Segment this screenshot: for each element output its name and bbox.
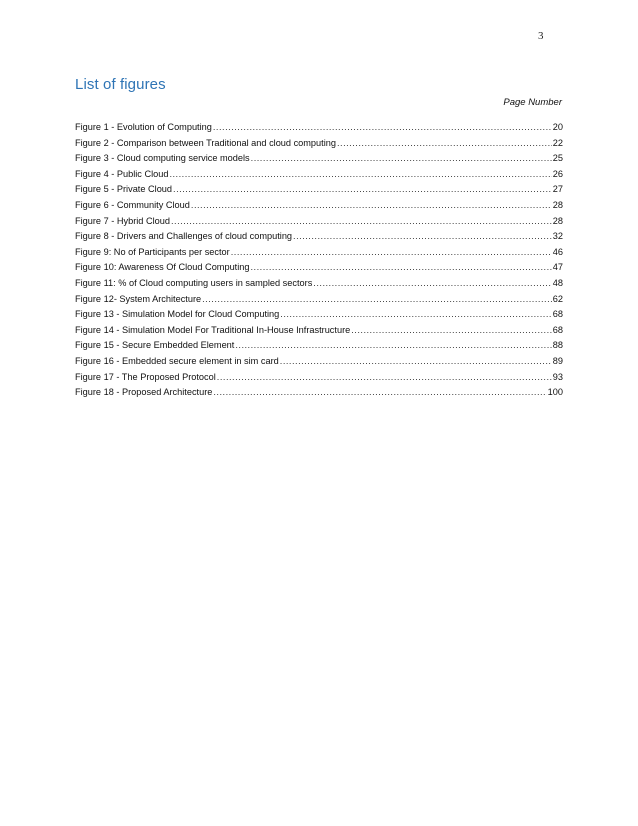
figure-entry[interactable] — [75, 169, 563, 185]
dot-leader — [217, 372, 552, 382]
figure-entry[interactable] — [75, 356, 563, 372]
dot-leader — [213, 122, 552, 132]
figure-entry-page: 88 — [552, 340, 563, 351]
figure-entry-label: Figure 3 - Cloud computing service models — [75, 153, 250, 164]
figure-entry-label: Figure 6 - Community Cloud — [75, 199, 190, 210]
figure-entry-label: Figure 7 - Hybrid Cloud — [75, 215, 170, 226]
dot-leader — [251, 153, 552, 163]
figure-entry-label: Figure 2 - Comparison between Traditional and cloud computing — [75, 137, 336, 148]
figure-entry-page: 28 — [552, 215, 563, 226]
figure-entry-label: Figure 10: Awareness Of Cloud Computing — [75, 262, 250, 273]
figure-entry-page: 25 — [552, 153, 563, 164]
figure-entry-page: 93 — [552, 371, 563, 382]
dot-leader — [213, 387, 546, 397]
figure-entry-page: 27 — [552, 184, 563, 195]
figure-entry-label: Figure 4 - Public Cloud — [75, 168, 169, 179]
figure-entry[interactable] — [75, 309, 563, 325]
figure-entry-label: Figure 18 - Proposed Architecture — [75, 387, 213, 398]
dot-leader — [337, 138, 552, 148]
figure-entry[interactable] — [75, 200, 563, 216]
dot-leader — [169, 169, 551, 179]
figure-entry-page: 68 — [552, 324, 563, 335]
figure-entry-page: 28 — [552, 199, 563, 210]
list-of-figures — [75, 122, 563, 403]
dot-leader — [171, 216, 552, 226]
figure-entry-page: 32 — [552, 231, 563, 242]
dot-leader — [280, 356, 552, 366]
figure-entry-label: Figure 5 - Private Cloud — [75, 184, 173, 195]
figure-entry[interactable] — [75, 216, 563, 232]
figure-entry[interactable] — [75, 387, 563, 403]
figure-entry-page: 100 — [547, 387, 563, 398]
figure-entry-label: Figure 8 - Drivers and Challenges of cloud computing — [75, 231, 293, 242]
figure-entry-label: Figure 15 - Secure Embedded Element — [75, 340, 235, 351]
figure-entry-label: Figure 16 - Embedded secure element in sim card — [75, 355, 279, 366]
figure-entry-label: Figure 12- System Architecture — [75, 293, 202, 304]
figure-entry[interactable] — [75, 138, 563, 154]
dot-leader — [293, 231, 552, 241]
dot-leader — [235, 340, 551, 350]
figure-entry-page: 48 — [552, 277, 563, 288]
figure-entry-label: Figure 13 - Simulation Model for Cloud Computing — [75, 309, 280, 320]
page-number-column-header: Page Number — [503, 97, 562, 108]
dot-leader — [313, 278, 551, 288]
dot-leader — [191, 200, 552, 210]
figure-entry-label: Figure 1 - Evolution of Computing — [75, 122, 212, 132]
figure-entry[interactable] — [75, 294, 563, 310]
figure-entry-label: Figure 14 - Simulation Model For Traditional In-House Infrastructure — [75, 324, 351, 335]
page-title: List of figures — [75, 76, 166, 93]
figure-entry-page: 62 — [552, 293, 563, 304]
figure-entry[interactable] — [75, 122, 563, 138]
figure-entry-page: 68 — [552, 309, 563, 320]
page-number: 3 — [538, 30, 544, 42]
figure-entry-page: 46 — [552, 246, 563, 257]
figure-entry[interactable] — [75, 262, 563, 278]
dot-leader — [280, 309, 552, 319]
figure-entry[interactable] — [75, 153, 563, 169]
figure-entry-page: 22 — [552, 137, 563, 148]
figure-entry[interactable] — [75, 278, 563, 294]
dot-leader — [231, 247, 552, 257]
figure-entry-page: 20 — [552, 122, 563, 132]
figure-entry[interactable] — [75, 231, 563, 247]
figure-entry[interactable] — [75, 372, 563, 388]
figure-entry-label: Figure 9: No of Participants per sector — [75, 246, 230, 257]
dot-leader — [251, 262, 552, 272]
figure-entry-page: 89 — [552, 355, 563, 366]
dot-leader — [202, 294, 552, 304]
figure-entry-label: Figure 17 - The Proposed Protocol — [75, 371, 216, 382]
figure-entry-label: Figure 11: % of Cloud computing users in sampled sectors — [75, 277, 313, 288]
figure-entry-page: 26 — [552, 168, 563, 179]
dot-leader — [173, 184, 552, 194]
figure-entry[interactable] — [75, 340, 563, 356]
figure-entry[interactable] — [75, 247, 563, 263]
figure-entry-page: 47 — [552, 262, 563, 273]
figure-entry[interactable] — [75, 184, 563, 200]
figure-entry[interactable] — [75, 325, 563, 341]
dot-leader — [351, 325, 552, 335]
